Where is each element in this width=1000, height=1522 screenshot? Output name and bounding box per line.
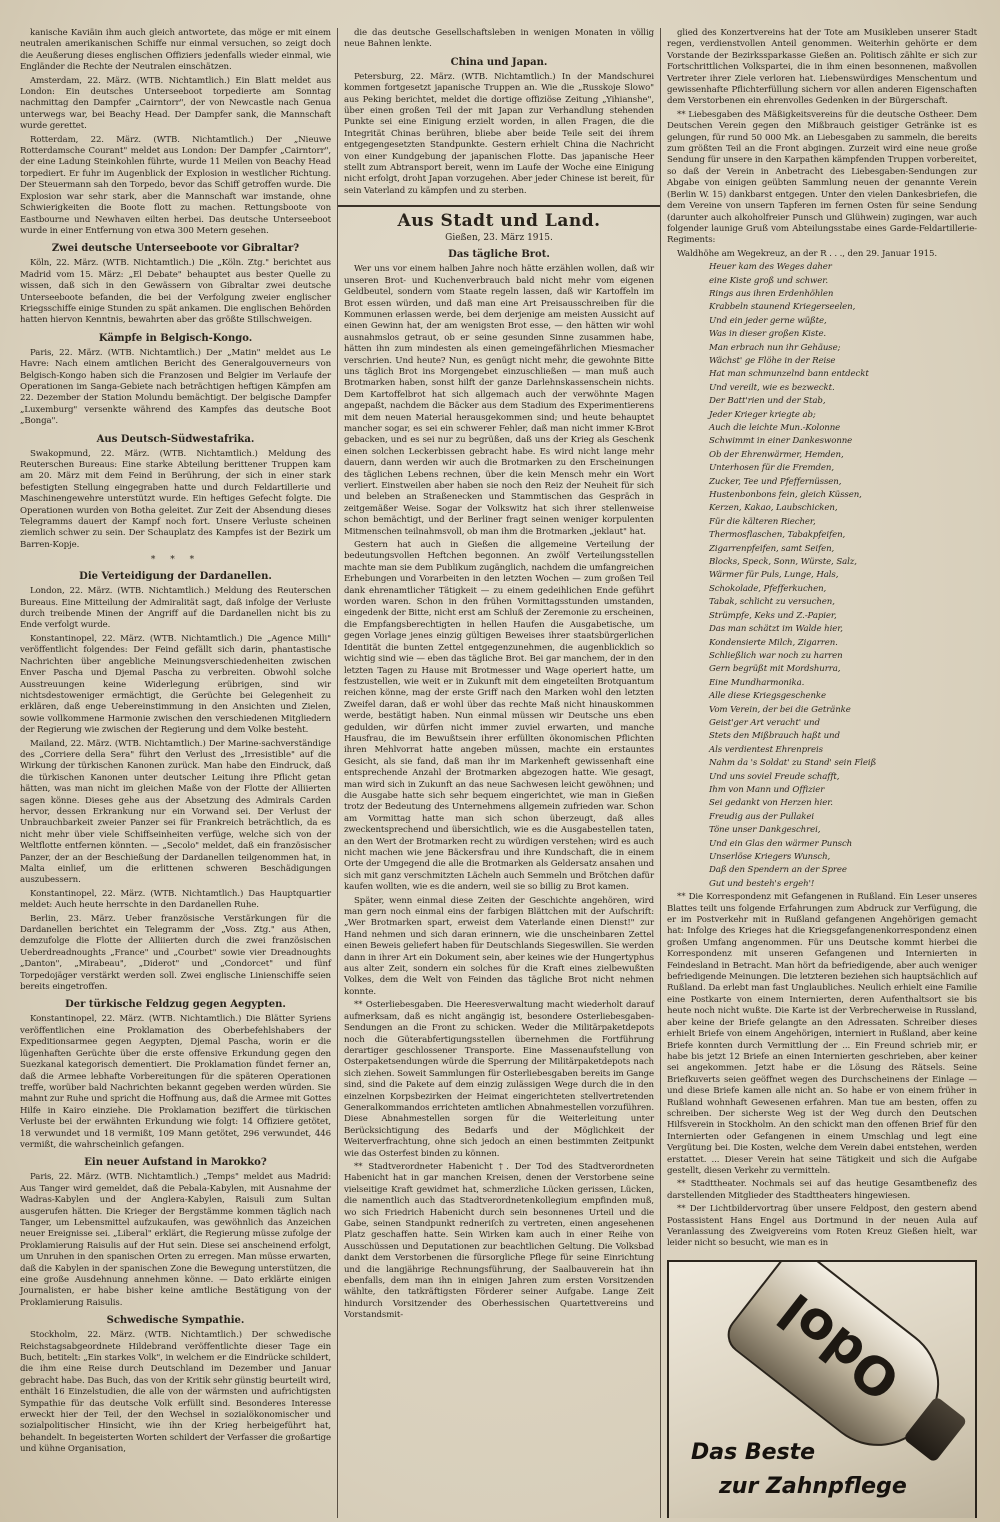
poem-line: Zigarrenpfeifen, samt Seifen,	[709, 543, 835, 554]
poem-line: Wächst' ge Flöhe in der Reise	[709, 355, 836, 366]
poem-line: Kerzen, Kakao, Laubschicken,	[709, 503, 838, 514]
poem-line: Kondensierte Milch, Zigarren.	[709, 637, 838, 648]
column-right	[660, 28, 983, 1518]
poem-line: Hustenbonbons fein, gleich Küssen,	[709, 490, 862, 501]
article-text: Konstantinopel, 22. März. (WTB. Nichtamtlich.) Das Hauptquartier meldet: Auch heute herrschte in den Dardanellen Ruhe.	[20, 888, 331, 911]
headline: China und Japan.	[450, 56, 548, 68]
article-text: Konstantinopel, 22. März. (WTB. Nichtamtlich.) Die Blätter Syriens veröffentlichen eine Proklamation des Oberbefehlshabers der Expeditionsarmee gegen Aegypten, Djemal Pascha, worin er die lügenhaften Gerüchte über die erste offensive Erkundung gegen den Suezkanal kategorisch dementiert. Die Proklamation fündet ferner an, daß die Armee lebhafte Vorbereitungen für die späteren Operationen treffe, worüber bald Nachrichten bekannt gegeben werden würden. Sie mahnt zur Ruhe und spricht die Hoffnung aus, daß die Armee mit Gottes Hilfe in Kairo einziehe. Die Proklamation beziffert die türkischen Verluste bei der erwähnten Erkundung wie folgt: 14 Offiziere getötet, 18 verwundet und 18 vermißt, 109 Mann getötet, 296 verwundet, 446 vermißt, die wahrscheinlich gefangen.	[20, 1014, 332, 1150]
poem-line: Und vereilt, wie es bezweckt.	[709, 382, 835, 393]
section-rule	[338, 205, 660, 207]
article-text: die das deutsche Gesellschaftsleben in wenigen Monaten in völlig neue Bahnen lenkte.	[344, 28, 654, 50]
poem-line: Blocks, Speck, Sonn, Würste, Salz,	[709, 557, 857, 568]
article-text: London, 22. März. (WTB. Nichtamtlich.) Meldung des Reuterschen Bureaus. Eine Mitteilung der Admiralität sagt, daß infolge der Verluste durch treibende Minen der Angriff auf die Dardanellen nicht bis zu Ende verfolgt wurde.	[20, 586, 331, 631]
article-text: Köln, 22. März. (WTB. Nichtamtlich.) Die „Köln. Ztg." berichtet aus Madrid vom 15. März: „El Debate" behauptet aus bester Quelle zu wissen, daß sich in den Gewässern von Gibraltar zwei deutsche Unterseeboote befanden, die bei der Verfolgung zweier englischer Kriegsschiffe einige Stunden zu spät ankamen. Die englischen Behörden hatten hiervon Kenntnis, bewahrten aber das größte Stillschweigen.	[20, 258, 331, 326]
dateline: Gießen, 23. März 1915.	[445, 233, 553, 244]
odol-advertisement	[667, 1260, 977, 1518]
article-text: Später, wenn einmal diese Zeiten der Geschichte angehören, wird man gern noch einmal eins der farbigen Blättchen mit der Aufschrift: „Wer Brotmarken spart, erweist dem Vaterlande einen Dienst!" zur Hand nehmen und sich daran erinnern, wie die unscheinbaren Zettel einen Beweis geliefert haben für Deutschlands Siegeswillen. Sie werden dann in ihrer Art ein Dokument sein, aber keines wie der Hungertyphus aus alter Zeit, sondern ein solches für die Kraft eines zielbewußten Volkes, dem die Welt von Feinden das tägliche Brot nicht nehmen konnte.	[344, 895, 654, 997]
poem-line: Schwimmt in einer Dankeswonne	[709, 436, 853, 447]
poem-line: Jeder Krieger kriegte ab;	[709, 409, 816, 420]
poem-line: Stets den Mißbrauch haßt und	[709, 731, 840, 742]
article-text: Petersburg, 22. März. (WTB. Nichtamtlich.) In der Mandschurei kommen fortgesetzt japanische Truppen an. Wie die „Russkoje Slowo" aus Peking berichtet, meldet die dortige offiziöse Zeitung „Yihianshe", über einen großen Teil der mit Japan zur Verhandlung stehenden Punkte sei eine Einigung erzielt worden, in allen Fragen, die die Integrität Chinas berühren, bliebe aber beide Teile seit dei ihrem entgegengesetzten Standpunkte. Gestern erhielt China die Nachricht von einer Kundgebung der japanischen Flotte. Das japanische Heer stellt zum Abtransport bereit, wenn im Laufe der Woche eine Einigung nicht erfolgt, droht Japan vorzugehen. Aber jeder Chinese ist bereit, für sein Vaterland zu kämpfen und zu sterben.	[344, 71, 654, 196]
poem-line: Und ein Glas den wärmer Punsch	[709, 838, 853, 849]
poem-line: Strümpfe, Keks und Z.-Papier,	[709, 610, 837, 621]
article-text: Paris, 22. März. (WTB. Nichtamtlich.) „Temps" meldet aus Madrid: Aus Tanger wird gemeldet, daß die Pebala-Kabylen, mit Ausnahme der Wadras-Kabylen und der Anglera-Kabylen, Raisuli zum Sultan ausgerufen hätten. Die Krieger der Bergstämme kommen täglich nach Tanger, um Lebensmittel aufzukaufen, was gewöhnlich das Anzeichen neuer Ereignisse sei. „Liberal" erklärt, die Regierung müsse zufolge der Proklamierung Raisulis auf der Hut sein. Diese sei anscheinend erfolgt, um Unruhen in den spanischen Orten zu erregen. Man müsse erwarten, daß die Kabylen in der spanischen Zone die Bewegung unterstützen, die eine große Ausdehnung annehmen könne. — Dato erklärte einigen Journalisten, er habe bisher keine amtliche Bestätigung von der Proklamierung Raisulis.	[20, 1172, 331, 1308]
poem-line: Vom Verein, der bei die Getränke	[709, 704, 851, 715]
poem-line: Gut und besteh's ergeh'!	[709, 878, 815, 889]
poem-line: Eine Mundharmonika.	[709, 677, 805, 688]
poem-line: Ihm von Mann und Offizier	[709, 784, 825, 795]
article-text: Stockholm, 22. März. (WTB. Nichtamtlich.) Der schwedische Reichstagsabgeordnete Hildebrand veröffentlichte dieser Tage ein Buch, betitelt: „Ein starkes Volk", in welchem er die Eindrücke schildert, die ihm eine Reise durch Deutschland im Dezember und Januar gebracht habe. Das Buch, das von der Kritik sehr günstig beurteilt wird, enthält 16 Einzelstudien, die alle von der wärmsten und aufrichtigsten Sympathie für das deutsche Volk erfüllt sind. Besonderes Interesse erweckt hier der Teil, der den Wechsel in sozialökonomischer und sozialpolitischer Hinsicht, wie ihn der Krieg herbeigeführt hat, behandelt. In begeisterten Worten schildert der Verfasser die großartige und kühne Organisation,	[20, 1330, 331, 1455]
article-text: ** Stadtverordneter Habenicht †. Der Tod des Stadtverordneten Habenicht hat in gar manchen Kreisen, denen der Verstorbene seine vielseitige Kraft gewidmet hat, schmerzliche Lücken gerissen, Lücken, die namentlich auch das Stadtverordnetenkollegium empfinden muß, wo sich Friedrich Habenicht durch sein besonnenes Urteil und die Gabe, seinen Standpunkt redneriſch zu vertreten, einen angesehenen Platz geschaffen hatte. Sein Wirken kam auch in einer Reihe von Ausschüssen und Deputationen zur beachtlichen Geltung. Die Volksbad dankt dem Verstorbenen die fürsorgliche Pflege für seine Einrichtung und die langjährige Rechnungsführung, der Saalbauverein hat ihn ebenfalls, dem man ihn in einigen Jahren zum ersten Vorsitzenden wählte, den tatkräftigsten Förderer seiner Aufgabe. Lange Zeit hindurch Vorsitzender des Oberhessischen Quartettvereins und Vorstandsmit-	[344, 1161, 654, 1321]
article-text: kanische Kaviäin ihm auch gleich antwortete, das möge er mit einem neutralen amerikanischen Schiffe nur einmal versuchen, so zeigt doch die Aeußerung dieses englischen Offiziers jedenfalls wieder einmal, wie Engländer die Rechte der Neutralen einschätzen.	[20, 28, 331, 73]
headline: Das tägliche Brot.	[448, 249, 550, 261]
headline: Zwei deutsche Unterseeboote vor Gibraltar?	[51, 243, 300, 255]
columns	[14, 28, 986, 1518]
poem-line: Auch die leichte Mun.-Kolonne	[709, 423, 841, 433]
article-text: ** Stadttheater. Nochmals sei auf das heutige Gesamtbenefiz des darstellenden Mitglieder des Stadttheaters hingewiesen.	[667, 1179, 977, 1201]
headline: Kämpfe in Belgisch-Kongo.	[98, 332, 253, 344]
poem-line: Zucker, Tee und Pfeffernüssen,	[709, 476, 842, 487]
section-separator: * * *	[150, 555, 201, 566]
poem	[667, 262, 977, 890]
article-text: ** Osterliebesgaben. Die Heeresverwaltung macht wiederholt darauf aufmerksam, daß es nicht angängig ist, besondere Osterliebesgaben-Sendungen an die Front zu schicken. Weder die Militärpaketdepots noch die Güterabfertigungsstellen übernehmen die Fortführung derartiger geschlossener Transporte. Eine Massenaufstellung von Osterpaketsendungen würde die Sperrung der Militärpaketdepots nach sich ziehen. Soweit Sammlungen für Osterliebesgaben bereits im Gange sind, sind die Pakete auf dem einzig zulässigen Wege durch die in den einzelnen Korpsbezirken der Heimat eingerichteten stellvertretenden Generalkommandos errichteten amtlichen Abnahmestellen vorzuführen. Diese Abnahmestellen sorgen für die Weiterleitung unter Berücksichtigung des Bedarfs und der Möglichkeit der Weiterverfrachtung, ohne sich jedoch an einen bestimmten Zeitpunkt wie das Osterfest binden zu können.	[344, 1000, 654, 1159]
poem-line: Das man schätzt im Walde hier,	[709, 624, 843, 635]
poem-line: Man erbrach nun ihr Gehäuse;	[709, 342, 841, 353]
headline: Die Verteidigung der Dardanellen.	[79, 571, 272, 583]
poem-line: Nahm da 's Soldat' zu Stand' sein Fleiß	[709, 758, 877, 769]
article-text: ** Liebesgaben des Mäßigkeitsvereins für die deutsche Ostheer. Dem Deutschen Verein gegen den Mißbrauch geistiger Getränke ist es gelungen, für rund 50 000 Mk. an Liebesgaben zu sammeln, die bereits zum größten Teil an die Front abgingen. Zurzeit wird eine neue große Sendung für unsere in den Karpathen kämpfenden Truppen vorbereitet, so daß der Verein in Anbetracht des Liebesgaben-Sendungen zur Abgabe von einigen geübten Sammlung neuen der genannte Verein (Berlin W. 15) dankbarst entgegen. Unter den vielen Dankesbriefen, die dem Vereine von unsern Tapferen im fernen Osten für seine Sendung (darunter auch alkoholfreier Punsch und Glühwein) zugingen, war auch folgender launige Gruß vom Abteilungsstabe eines Garde-Feldartillerie-Regiments:	[667, 109, 977, 246]
poem-line: Hat man schmunzelnd bann entdeckt	[709, 369, 869, 380]
poem-line: Ob der Ehrenwärmer, Hemden,	[709, 449, 844, 460]
article-text: Konstantinopel, 22. März. (WTB. Nichtamtlich.) Die „Agence Milli" veröffentlicht folgendes: Der Feind gefällt sich darin, phantastische Nachrichten über angebliche Meinungsverschiedenheiten zwischen Enver Pascha und Djemal Pascha zu verbreiten. Obwohl solche Ausstreuungen keine Widerlegung erübrigen, sind wir nichtsdestoweniger ermächtigt, die Gerüchte bei Gelegenheit zu erklären, daß enge Uebereinstimmung in den Ansichten und Zielen, sowie vollkommene Harmonie zwischen den verschiedenen Mitgliedern der Regierung wie zwischen der Regierung und dem Volke besteht.	[20, 633, 331, 736]
poem-line: Unserlöse Kriegers Wunsch,	[709, 852, 831, 862]
poem-line: Tabak, schlicht zu versuchen,	[709, 597, 835, 608]
poem-line: Alle diese Kriegsgeschenke	[709, 691, 827, 702]
poem-line: Daß den Spendern an der Spree	[709, 865, 847, 876]
poem-line: Krabbeln staunend Kriegerseelen,	[709, 302, 856, 313]
poem-line: Als verdientest Ehrenpreis	[709, 744, 823, 755]
poem-line: Heuer kam des Weges daher	[709, 262, 832, 273]
brand-logo: Odol	[768, 1280, 912, 1412]
column-left	[14, 28, 337, 1518]
poem-heading: Waldhöhe am Wegekreuz, an der R . . ., den 29. Januar 1915.	[677, 248, 937, 259]
poem-line: Töne unser Dankgeschrei,	[709, 825, 821, 836]
poem-line: Schließlich war noch zu harren	[709, 650, 843, 661]
headline: Ein neuer Aufstand in Marokko?	[84, 1157, 267, 1169]
article-text: Swakopmund, 22. März. (WTB. Nichtamtlich.) Meldung des Reuterschen Bureaus: Eine starke Abteilung berittener Truppen kam am 20. März mit dem Feind in Berührung, der sich in einer stark befestigten Stellung eingegraben hatte und durch Feldartillerie und Maschinengewehre unterstützt wurde. Ein heftiges Gefecht folgte. Die Operationen wurden von Botha geleitet. Zur Zeit der Absendung dieses Telegramms dauert der Kampf noch fort. Unsere Verluste scheinen ziemlich schwer zu sein. Der Schauplatz des Kampfes ist der Bezirk um Barren-Kopje.	[20, 448, 331, 550]
ad-slogan-line-1: Das Beste	[691, 1439, 816, 1465]
poem-line: Und uns soviel Freude schafft,	[709, 771, 840, 782]
article-text: Amsterdam, 22. März. (WTB. Nichtamtlich.) Ein Blatt meldet aus London: Ein deutsches Unterseeboot torpedierte am Sonntag nachmittag den Dampfer „Cairntorr", der von Newcastle nach Genua unterwegs war, bei Beachy Head. Der Dampfer sank, die Mannschaft wurde gerettet.	[20, 75, 331, 132]
poem-line: Wärmer für Puls, Lunge, Hals,	[709, 570, 839, 581]
poem-line: Thermosflaschen, Tabakpfeifen,	[709, 530, 846, 541]
article-text: Wer uns vor einem halben Jahre noch hätte erzählen wollen, daß wir unseren Brot- und Kuchenverbrauch bald nicht mehr vom eigenen Geldbeutel, sondern vom Staate regeln lassen, daß wir Kartoffeln im Brot essen würden, und daß man eine Art Preisausschreiben für die Kommunen erlassen werde, bei dem derjenige am meisten Aussicht auf einen Gewinn hat, der am wenigsten Brot esse, — den hätten wir wohl ausnahmslos getraut, ob er seine gesunden Sinne zusammen habe, hätten ihn zum mindesten als einen gemeingefährlichen Miesmacher verschrien. Und heute? Nun, es genügt nicht mehr, die gewohnte Bitte uns täglich Brot ins Morgengebet einzuschließen — man muß auch Brotmarken haben, sonst hilft der ganze Darlehnskassenschein nichts. Dem Kartoffelbrot hat sich allgemach auch der verwöhnte Magen angepaßt, nachdem die Bäcker aus dem Stadium des Experimentierens mit dem neuen Material herausgekommen sind; und heute behauptet mancher sogar, es sei ein schwerer Fehler, daß man nicht immer K-Brot gebacken, und es sei nur zu begrüßen, daß uns der Krieg als Geschenk einen solchen Leckerbissen gebracht habe. Es wird nicht lange mehr dauern, dann werden wir auch die Brotmarken zu den Erscheinungen des täglichen Lebens rechnen, über die kein Mensch mehr ein Wort verliert. Einstweilen aber haben sie noch den Reiz der Neuheit für sich und beleben an Straßenecken und Stammtischen das Gespräch in zeitgemäßer Weise. Sogar der Volkswitz hat sich ihrer stellenweise schon bemächtigt, und der Berliner fragt seinen weniger korpulenten Mitmenschen teilnahmsvoll, ob man ihm die Brotmarken „jeklaut" hat.	[344, 264, 654, 537]
headline: Der türkische Feldzug gegen Aegypten.	[65, 999, 286, 1011]
article-text: Mailand, 22. März. (WTB. Nichtamtlich.) Der Marine-sachverständige des „Corriere della Sera" führt den Verlust des „Irresistible" auf die Wirkung der türkischen Kanonen zurück. Man habe den Eindruck, daß die türkischen Kanonen unter deutscher Leitung ihre Pflicht getan hätten, was man nicht im gleichen Maße von der Flotte der Alliierten sagen könne. Dieses gehe aus der Absetzung des Admirals Carden hervor, dessen Erkrankung nur ein Vorwand sei. Der Verlust der Unbrauchbarkeit zweier Panzer sei für Frankreich beträchtlich, da es nicht mehr über viele Schiffseinheiten verfüge, welche sich von der Weltflotte entfernen könnten. — „Secolo" meldet, daß ein französischer Panzer, der an der Beschießung der Dardanellen teilgenommen hat, in Malta einlief, um die erlittenen schweren Beschädigungen auszubessern.	[20, 738, 331, 886]
article-text: ** Die Korrespondenz mit Gefangenen in Rußland. Ein Leser unseres Blattes teilt uns folgende Erfahrungen zum Abdruck zur Verfügung, die er im Postverkehr mit in Rußland gefangenen Angehörigen gemacht hat: Infolge des Krieges hat die Kriegsgefangenenkorrespondenz einen großen Umfang angenommen. Für uns Deutsche kommt hierbei die Korrespondenz mit unseren Gefangenen und Internierten in Feindesland in Betracht. Man hört da befriedigende, aber auch weniger befriedigende Meinungen. Die letzteren beziehen sich hauptsächlich auf Rußland. Da erlebt man fast Unglaubliches. Neulich erhielt eine Familie eine Postkarte von einem Internierten, deren Aufenthaltsort sie bis heute noch nicht wußte. Die Karte ist der Verbrecherweise in Russland, aber keine der Briefe gelangte an den Adressaten. Schreiber dieses erhielt Briefe von einem Angehörigen, interniert in Rußland, aber keine Briefe konnten durch Vermittlung der ... Ein Freund schrieb mir, er habe bis jetzt 12 Briefe an einen Internierten geschrieben, aber keiner sei angekommen. Jetzt habe er die Lösung des Rätsels. Seine Briefkuverts seien geöffnet wegen des Durchscheinens der Einlage — und diese Briefe kamen alle nicht an. So habe er von einem früher in Rußland wohnhaft Gewesenen erfahren. Man tue am besten, offen zu schreiben. Der sicherste Weg ist der Weg durch den Deutschen Hilfsverein in Stockholm. An den schickt man den offenen Brief für den Internierten oder Gefangenen in einem Umschlag und legt eine Vergütung bei. Die Kosten, welche dem Verein dabei entstehen, werden erstattet. ... Dieser Verein hat seine Tätigkeit und sich die Aufgabe gestellt, diesen Verkehr zu vermitteln.	[667, 892, 978, 1176]
toothpaste-tube-icon	[720, 1260, 964, 1470]
poem-line: Freudig aus der Pullakei	[709, 811, 814, 822]
ad-slogan-line-2: zur Zahnpflege	[719, 1473, 907, 1499]
article-text: Rotterdam, 22. März. (WTB. Nichtamtlich.) Der „Nieuwe Rotterdamsche Courant" meldet aus London: Der Dampfer „Cairntorr", der eine Ladung Steinkohlen führte, wurde 11 Meilen von Beachy Head torpediert. Er fuhr im Augenblick der Explosion in westlicher Richtung. Der Steuermann sah den Torpedo, bevor das Schiff getroffen wurde. Die Explosion war sehr stark, aber die Mannschaft war imstande, ohne Schwierigkeiten die Boote flott zu machen. Rettungsboote von Eastbourne und Newhaven eilten herbei. Das deutsche Unterseeboot wurde in einer Entfernung von etwa 300 Metern gesehen.	[20, 134, 331, 236]
section-title: Aus Stadt und Land.	[397, 211, 601, 232]
poem-line: Schokolade, Pfefferkuchen,	[709, 583, 827, 594]
poem-line: Sei gedankt von Herzen hier.	[709, 798, 833, 809]
poem-line: Rings aus ihren Erdenhöhlen	[709, 288, 834, 299]
poem-line: Der Batt'rien und der Stab,	[709, 396, 826, 407]
poem-line: Für die kälteren Riecher,	[709, 516, 816, 527]
poem-line: Unterhosen für die Fremden,	[709, 463, 834, 474]
poem-line: Geist'ger Art veracht' und	[709, 717, 820, 728]
column-middle	[337, 28, 660, 1518]
poem-line: Was in dieser großen Kiste.	[709, 329, 827, 340]
article-text: Berlin, 23. März. Ueber französische Verstärkungen für die Dardanellen berichtet ein Telegramm der „Voss. Ztg." aus Athen, demzufolge die Flotte der Alliierten durch die zwei französischen Ueberdreadnoughts „France" und „Courbet" sowie vier Dreadnoughts „Danton", „Mirabeau", „Diderot" und „Condorcet" und fünf Torpedojäger verstärkt werden soll. Zwei englische Linienschiffe seien bereits eingetroffen.	[20, 913, 331, 993]
article-text: Gestern hat auch in Gießen die allgemeine Verteilung der bedeutungsvollen Heftchen begonnen. An zwölf Verteilungsstellen machte man sie dem Publikum zugänglich, nachdem die umfangreichen Erhebungen und Vorarbeiten in den letzten Wochen — zum großen Teil dank ehrenamtlicher Tätigkeit — zu einem gedeihlichen Ende geführt worden waren. Schon in den frühen Vormittagsstunden umstanden, eingedenk der Bitte, nicht erst am Schluß der Zeremonie zu erscheinen, die Empfangsberechtigten in hellen Haufen die Ausgabetische, um gegen Vorlage jenes einzig gültigen Beweises ihrer staatsbürgerlichen Identität die bunten Zettel entgegenzunehmen, die augenblicklich so wichtig sind wie — eben das tägliche Brot. Bei gar manchem, der in den letzten Tagen zu Hause mit Brotmesser und Wage operiert hatte, um festzustellen, wie weit er in Zukunft mit dem eingeteilten Brotquantum reichen könne, mag der erste Griff nach den Marken wohl den letzten Zweifel daran, daß er wohl über das rechte Maß nicht hinauskommen werde, bestätigt haben. Nun einmal müssen wir Deutsche uns eben gedulden, wir dürfen nicht immer zuviel erwarten, und manche Hausfrau, die im Bewußtsein ihrer erfüllten ökonomischen Pflichten ihren Mehlvorrat hatte angeben müssen, machte ein erstauntes Gesicht, als sie fand, daß man ihr im Markenheft gewissenhaft eine entsprechende Anzahl der Brotmarken abgezogen hatte. Wie gesagt, man wird sich in Zukunft an das neue Sachwesen leicht gewöhnen; und die Ausgabe hatte sich sehr bequem eingerichtet, wie man in Gießen trotz der Bedeutung des Unternehmens allgemein zufrieden war. Schon am Vormittag hatte man sich schon überzeugt, daß alles zweckentsprechend und übersichtlich, wie es die Ausgabestellen taten, an den Wert der Brotmarken recht zu würdigen verstehen; wird es auch nicht machen wie jene Bäckersfrau und ihre Kundschaft, die in einem Orte der Umgegend die alle die Brotmarken als Geldersatz ansahen und sich mit ganz verschmitzten Lächeln auch Semmeln und Brötchen dafür kaufen wollten, wie es die andern, weil sie so billig zu Brot kamen.	[344, 540, 654, 893]
poem-line: Gern begrüßt mit Mordshurra,	[709, 664, 841, 675]
article-text: glied des Konzertvereins hat der Tote am Musikleben unserer Stadt regen, verdienstvollen Anteil genommen. Weiterhin gehörte er dem Vorstande der Bezirkssparkasse Gießen an. Politisch zählte er sich zur Fortschrittlichen Volkspartei, die in ihm einen besonnenen, maßvollen Vertreter ihrer Ziele verloren hat. Liebenswürdiges Menschentum und gewissenhafte Pflichterfüllung sichern vor allen anderen Eigenschaften dem Verstorbenen ein ehrenvolles Gedenken in der Bürgerschaft.	[667, 28, 977, 107]
tube-cap-icon	[903, 1396, 968, 1463]
poem-line: eine Kiste groß und schwer.	[709, 275, 828, 286]
article-text: Paris, 22. März. (WTB. Nichtamtlich.) Der „Matin" meldet aus Le Havre: Nach einem amtlichen Bericht des Generalgouverneurs von Belgisch-Kongo haben sich die Franzosen und Belgier im Verlaufe der Operationen im Sanga-Gebiete nach beträchtigen heftigen Kämpfen am 22. Dezember der Station Molundu bemächtigt. Der belgische Dampfer „Luxemburg" versenkte während des Kampfes das deutsche Boot „Bonga".	[20, 347, 331, 427]
headline: Aus Deutsch-Südwestafrika.	[96, 433, 255, 445]
article-text: ** Der Lichtbildervortrag über unsere Feldpost, den gestern abend Postassistent Hans Engel aus Dortmund in der neuen Aula auf Veranlassung des Zweigvereins vom Roten Kreuz Gießen hielt, war leider nicht so besucht, wie man es in	[667, 1204, 977, 1249]
poem-line: Und ein jeder gerne wüßte,	[709, 315, 827, 326]
headline: Schwedische Sympathie.	[106, 1315, 245, 1327]
